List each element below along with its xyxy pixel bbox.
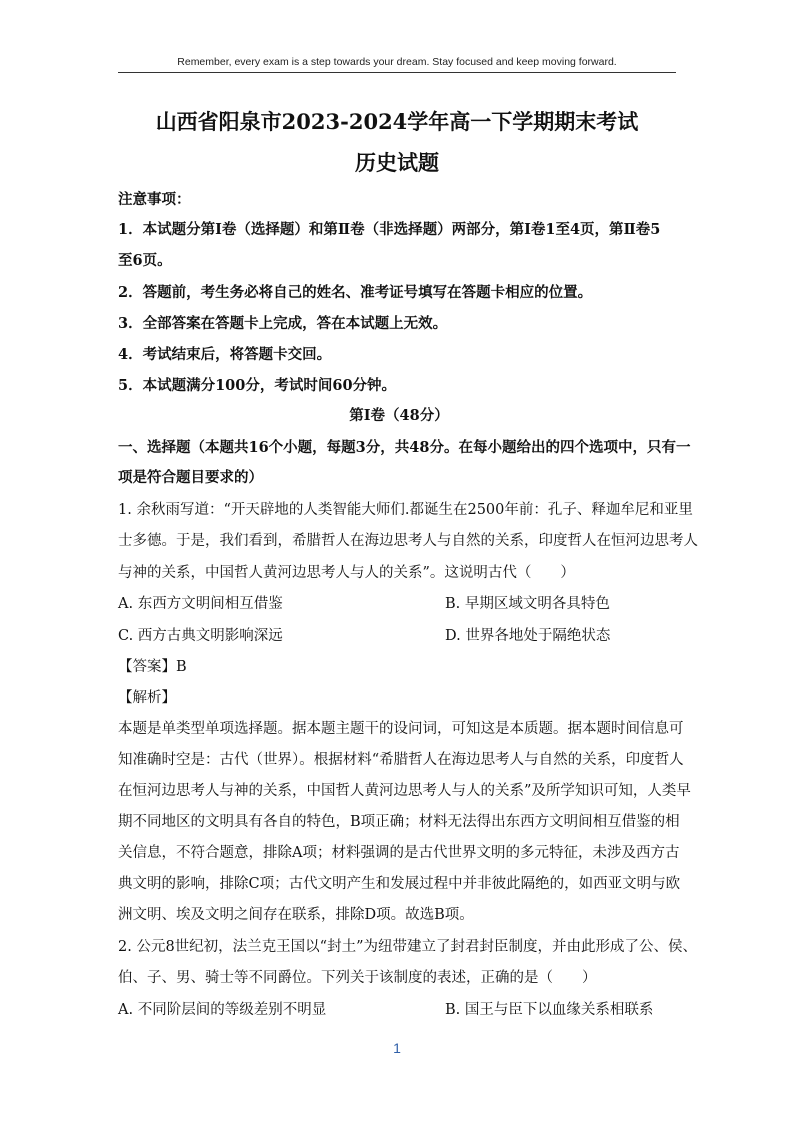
exam-subtitle: 历史试题 [355,150,439,175]
q1-analysis-label: 【解析】 [118,690,176,706]
q1-analysis-line: 洲文明、埃及文明之间存在联系，排除D项。故选B项。 [118,907,474,923]
q1-analysis-line: 本题是单类型单项选择题。据本题主题干的设问词，可知这是本质题。据本题时间信息可 [118,721,684,737]
q1-analysis-line: 在恒河边思考人与神的关系，中国哲人黄河边思考人与人的关系”及所学知识可知，人类早 [118,783,691,799]
q1-analysis-line: 期不同地区的文明具有各自的特色，B项正确；材料无法得出东西方文明间相互借鉴的相 [118,814,680,830]
page-number: 1 [393,1040,401,1056]
notes-heading: 注意事项： [118,191,191,208]
q2-option-a: A. 不同阶层间的等级差别不明显 [118,1002,327,1018]
header-motto: Remember, every exam is a step towards your dream. Stay focused and keep moving forward. [177,56,617,68]
note-1-line-2: 至6页。 [118,252,172,269]
header-rule [118,72,676,73]
note-5: 5．本试题满分100分，考试时间60分钟。 [118,377,397,394]
q1-stem-line-2: 士多德。于是，我们看到，希腊哲人在海边思考人与自然的关系，印度哲人在恒河边思考人 [118,533,698,549]
note-3: 3．全部答案在答题卡上完成，答在本试题上无效。 [118,315,448,332]
note-1-line-1: 1．本试题分第Ⅰ卷（选择题）和第Ⅱ卷（非选择题）两部分，第Ⅰ卷1至4页，第Ⅱ卷5 [118,221,661,238]
q2-stem-line-1: 2. 公元8世纪初，法兰克王国以“封土”为纽带建立了封君封臣制度，并由此形成了公、侯、 [118,939,697,955]
section-instructions-line-2: 项是符合题目要求的） [118,469,263,486]
section-instructions-line-1: 一、选择题（本题共16个小题，每题3分，共48分。在每小题给出的四个选项中，只有一 [118,439,691,456]
part1-heading: 第Ⅰ卷（48分） [349,407,449,424]
q2-option-b: B. 国王与臣下以血缘关系相联系 [445,1002,654,1018]
q1-analysis-line: 关信息，不符合题意，排除A项；材料强调的是古代世界文明的多元特征，未涉及西方古 [118,845,680,861]
q1-stem-line-3: 与神的关系，中国哲人黄河边思考人与人的关系”。这说明古代（ ） [118,565,575,581]
q1-option-c: C. 西方古典文明影响深远 [118,628,283,644]
exam-title: 山西省阳泉市2023-2024学年高一下学期期末考试 [155,109,639,134]
note-2: 2．答题前，考生务必将自己的姓名、准考证号填写在答题卡相应的位置。 [118,284,593,301]
q1-stem-line-1: 1. 余秋雨写道：“开天辟地的人类智能大师们.都诞生在2500年前：孔子、释迦牟尼和亚里 [118,502,693,518]
q1-option-a: A. 东西方文明间相互借鉴 [118,596,283,612]
q1-option-b: B. 早期区域文明各具特色 [445,596,610,612]
q1-answer: 【答案】B [118,659,187,675]
q2-stem-line-2: 伯、子、男、骑士等不同爵位。下列关于该制度的表述，正确的是（ ） [118,970,597,986]
q1-analysis-line: 知准确时空是：古代（世界）。根据材料“希腊哲人在海边思考人与自然的关系，印度哲人 [118,752,684,768]
note-4: 4．考试结束后，将答题卡交回。 [118,346,332,363]
q1-option-d: D. 世界各地处于隔绝状态 [445,628,611,644]
q1-analysis-line: 典文明的影响，排除C项；古代文明产生和发展过程中并非彼此隔绝的，如西亚文明与欧 [118,876,681,892]
